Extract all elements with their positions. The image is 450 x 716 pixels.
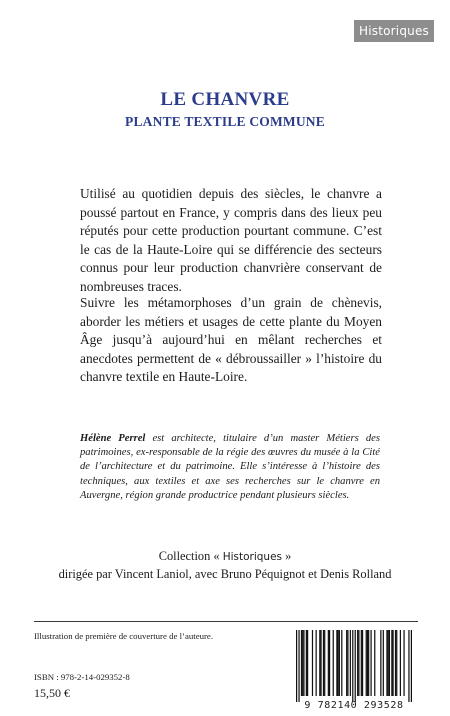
barcode-bar: [336, 630, 337, 696]
barcode-bar: [408, 630, 409, 702]
barcode-bar: [312, 630, 313, 696]
barcode-bar: [338, 630, 339, 696]
author-name: Hélène Perrel: [80, 433, 146, 444]
barcode-bar: [352, 630, 353, 702]
barcode-bar: [303, 630, 304, 696]
barcode-bar: [301, 630, 302, 696]
barcode-bar: [298, 630, 299, 702]
barcode-bar: [380, 630, 381, 696]
book-subtitle: PLANTE TEXTILE COMMUNE: [125, 114, 325, 129]
barcode-bar: [339, 630, 340, 696]
barcode-bar: [368, 630, 369, 696]
collection-prefix: Collection «: [158, 549, 223, 563]
collection-suffix: »: [282, 549, 292, 563]
barcode: [290, 630, 418, 714]
collection-line: [0, 548, 450, 566]
collection-directors: dirigée par Vincent Laniol, avec Bruno Péquignot et Denis Rolland: [58, 567, 392, 581]
barcode-bar: [374, 630, 375, 696]
author-bio-text: est architecte, titulaire d’un master Métiers des patrimoines, ex-responsable de la régie des œuvres du musée à la Cité de l’architecture et du patrimoine. Elle s’intéresse à l’histoire des techniques, aux textiles et axe ses recherches sur le chanvre en Auvergne, région grande productrice pendant plusieurs siècles.: [80, 433, 380, 501]
barcode-bar: [329, 630, 330, 696]
barcode-bar: [386, 630, 387, 696]
collection-series-name: Historiques: [222, 551, 283, 563]
barcode-bar: [383, 630, 384, 696]
blurb-paragraph-2: Suivre les métamorphoses d’un grain de chènevis, aborder les métiers et usages de cette plante du Moyen Âge jusqu’à aujourd’hui en mêlant recherches et anecdotes permettent de « débroussailler » l’histoire du chanvre textile en Haute-Loire.: [80, 295, 382, 385]
barcode-bars: [296, 630, 412, 702]
barcode-bar: [361, 630, 362, 696]
barcode-bar: [367, 630, 368, 696]
barcode-bar: [395, 630, 396, 696]
barcode-bar: [306, 630, 307, 696]
barcode-bar: [396, 630, 397, 696]
barcode-bar: [346, 630, 347, 696]
barcode-bar: [400, 630, 401, 696]
barcode-bar: [389, 630, 390, 696]
author-bio: [80, 432, 380, 503]
blurb-paragraph-1: Utilisé au quotidien depuis des siècles, le chanvre a poussé partout en France, y compris dans des lieux peu réputés pour cette production pourtant commune. C’est le cas de la Haute-Loire qui se différencie des secteurs connus pour leur production chanvrière conservant de nombreuses traces.: [80, 186, 382, 294]
barcode-bar: [366, 630, 367, 696]
barcode-bar: [307, 630, 308, 696]
barcode-bar: [319, 630, 320, 696]
barcode-bar: [388, 630, 389, 696]
barcode-bar: [403, 630, 404, 696]
barcode-bar: [316, 630, 317, 696]
barcode-bar: [324, 630, 325, 696]
barcode-bar: [328, 630, 329, 696]
barcode-bar: [323, 630, 324, 696]
title-block: [0, 89, 450, 130]
barcode-bar: [350, 630, 351, 696]
barcode-bar: [296, 630, 297, 702]
collection-info: [0, 548, 450, 583]
footer-divider: [34, 621, 418, 622]
isbn: ISBN : 978-2-14-029352-8: [34, 672, 130, 682]
barcode-bar: [347, 630, 348, 696]
barcode-bar: [320, 630, 321, 696]
series-logo-badge: Historiques: [354, 20, 434, 42]
barcode-bar: [333, 630, 334, 696]
barcode-bar: [357, 630, 358, 696]
barcode-bar: [362, 630, 363, 696]
barcode-bar: [355, 630, 356, 702]
barcode-bar: [341, 630, 342, 696]
barcode-bar: [370, 630, 371, 696]
barcode-digits: 9 782140 293528: [304, 700, 404, 711]
barcode-bar: [391, 630, 392, 696]
book-title: LE CHANVRE: [160, 89, 290, 110]
barcode-bar: [358, 630, 359, 696]
cover-illustration-credit: Illustration de première de couverture de l’auteure.: [34, 631, 214, 641]
barcode-bar: [392, 630, 393, 696]
price: 15,50 €: [34, 686, 70, 700]
barcode-bar: [411, 630, 412, 702]
barcode-bar: [302, 630, 303, 696]
